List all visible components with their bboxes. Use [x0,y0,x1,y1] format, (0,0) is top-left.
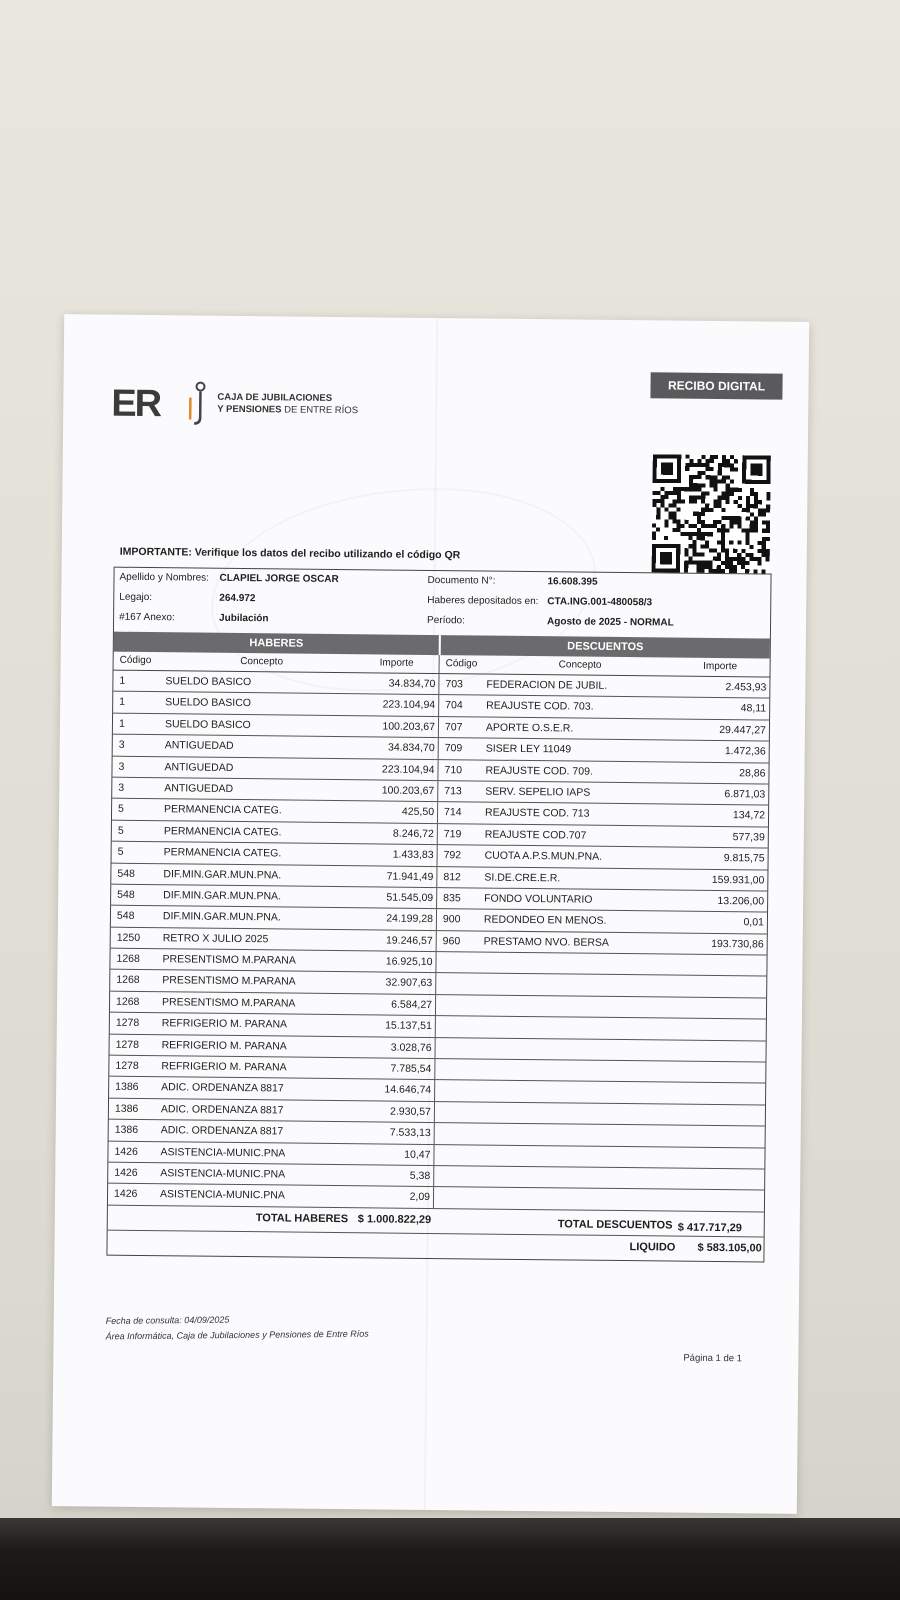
descuento-amount [670,955,766,976]
descuento-code [434,1059,478,1080]
haber-amount: 2.930,57 [389,1105,431,1118]
descuento-amount: 2.453,93 [725,681,767,694]
descuento-code: 713 [437,781,481,802]
haber-amount: 2,09 [409,1191,431,1204]
descuento-amount [668,1168,764,1189]
descuento-code [434,1123,478,1144]
descuento-amount: 48,11 [740,702,767,715]
haber-concept: ANTIGUEDAD [164,782,234,795]
liquido-value: $ 583.105,00 [697,1241,762,1255]
haber-code: 1268 [116,974,140,987]
descuento-code: 835 [436,888,480,909]
haber-amount: 14.646,74 [384,1083,432,1097]
receipt-table [106,567,771,1263]
descuentos-header: DESCUENTOS [439,635,770,658]
deposit-value: CTA.ING.001-480058/3 [547,596,653,609]
issuer-area: Área Informática, Caja de Jubilaciones y Pensiones de Entre Ríos [105,1328,369,1342]
descuento-amount: 29.447,27 [719,723,767,737]
caja-logo-icon [185,379,207,425]
descuento-amount: 1.472,36 [724,745,766,758]
descuento-amount [670,976,766,997]
col-concepto: Concepto [240,655,284,668]
descuento-concept: FONDO VOLUNTARIO [484,892,593,906]
liquido-label: LIQUIDO [629,1240,676,1254]
haber-concept: RETRO X JULIO 2025 [162,931,269,945]
descuento-amount [669,1062,765,1083]
haber-amount: 100.203,67 [381,784,435,797]
haber-amount: 51.545,09 [386,891,434,904]
haber-code: 1 [119,674,126,687]
total-descuentos-value: $ 417.717,29 [677,1221,743,1235]
haber-code: 1268 [116,995,140,1008]
haber-concept: ASISTENCIA-MUNIC.PNA [160,1145,286,1160]
institution-line2-bold: Y PENSIONES [217,403,282,416]
descuento-code: 710 [437,760,481,781]
qr-code[interactable] [652,454,771,573]
haber-amount: 5,38 [409,1169,431,1182]
col-concepto-desc: Concepto [558,659,602,671]
descuento-code: 714 [437,802,481,823]
descuento-concept: SI.DE.CRE.E.R. [484,871,561,884]
haber-concept: SUELDO BASICO [165,696,252,710]
haber-code: 1 [118,717,125,730]
haber-concept: PRESENTISMO M.PARANA [162,996,296,1010]
descuento-concept: PRESTAMO NVO. BERSA [483,935,610,949]
descuento-concept: REAJUSTE COD. 703. [486,699,594,714]
table-body [108,671,770,1213]
descuento-concept: REDONDEO EN MENOS. [483,913,607,928]
descuento-amount: 6.871,03 [724,788,766,801]
haber-amount: 32.907,63 [385,977,433,990]
period-label: Período: [427,614,465,627]
recibo-digital-badge: RECIBO DIGITAL [650,372,782,399]
haber-concept: PRESENTISMO M.PARANA [162,974,296,989]
haber-amount: 19.246,57 [385,934,433,947]
descuento-amount [670,997,766,1018]
descuento-code [435,952,479,973]
descuento-concept [479,953,670,975]
important-note: IMPORTANTE: Verifique los datos del recibo utilizando el código QR [119,545,461,562]
haber-amount: 34.834,70 [388,677,436,691]
page-indicator: Página 1 de 1 [683,1352,743,1365]
descuento-code: 707 [438,717,482,738]
descuento-code [435,1016,479,1037]
descuento-concept: FEDERACION DE JUBIL. [486,678,608,692]
haber-concept: DIF.MIN.GAR.MUN.PNA. [163,889,282,903]
descuento-amount [669,1040,765,1061]
descuento-concept [477,1188,668,1210]
haber-code: 548 [117,888,135,901]
institution-line2-rest: DE ENTRE RÍOS [281,404,359,417]
haber-code: 1278 [115,1038,140,1051]
descuento-code: 812 [436,867,480,888]
descuento-concept: SISER LEY 11049 [485,742,572,756]
descuento-code: 703 [438,674,482,695]
haber-code: 1386 [114,1123,139,1137]
haber-amount: 223.104,94 [381,763,435,776]
name-label: Apellido y Nombres: [119,571,210,584]
haber-code: 1278 [115,1059,139,1072]
haber-code: 1250 [116,931,141,944]
descuento-amount [670,1019,766,1040]
haber-code: 1 [119,696,126,709]
descuento-code: 900 [436,909,480,930]
haber-concept: ASISTENCIA-MUNIC.PNA [159,1188,285,1202]
descuento-amount: 0,01 [743,916,764,929]
haber-amount: 223.104,94 [382,698,436,712]
descuento-concept: APORTE O.S.E.R. [485,721,574,735]
document-label: Documento N°: [427,574,496,587]
haber-amount: 425,50 [401,806,435,819]
total-haberes-label: TOTAL HABERES [255,1211,349,1225]
haber-amount: 24.199,28 [386,912,434,926]
haber-concept: PERMANENCIA CATEG. [163,824,282,839]
descuento-concept: CUOTA A.P.S.MUN.PNA. [484,849,603,863]
legajo-label: Legajo: [119,591,153,604]
descuento-code: 709 [438,738,482,759]
haber-concept: PERMANENCIA CATEG. [164,803,282,817]
haber-amount: 71.941,49 [386,870,434,883]
descuento-amount: 193.730,86 [711,937,764,951]
name-value: CLAPIEL JORGE OSCAR [219,572,339,586]
descuento-code [434,1102,478,1123]
haber-amount: 8.246,72 [392,827,434,840]
haber-concept: ADIC. ORDENANZA 8817 [160,1103,284,1117]
col-codigo-desc: Código [439,655,483,673]
descuento-concept [478,1038,669,1060]
haber-concept: ADIC. ORDENANZA 8817 [161,1081,284,1095]
haber-amount: 10,47 [404,1148,431,1161]
haber-code: 1426 [113,1188,138,1201]
institution-line1: CAJA DE JUBILACIONES [217,391,333,404]
haber-code: 1386 [114,1102,139,1115]
descuento-concept [479,1017,670,1039]
descuento-concept: REAJUSTE COD.707 [484,828,587,842]
col-importe-desc: Importe [703,660,738,673]
haber-code: 5 [117,824,124,837]
descuento-amount: 134,72 [732,809,766,822]
haber-code: 1268 [116,952,140,966]
descuento-concept [478,1081,669,1103]
descuento-code [435,995,479,1016]
descuento-code [433,1187,477,1208]
descuento-amount: 13.206,00 [717,894,765,908]
descuento-concept: SERV. SEPELIO IAPS [485,785,591,799]
haber-concept: DIF.MIN.GAR.MUN.PNA. [162,910,281,924]
haberes-header: HABERES [114,632,439,655]
descuento-amount [669,1126,765,1147]
descuento-concept [479,974,670,996]
descuento-code [433,1145,477,1166]
haber-concept: REFRIGERIO M. PARANA [161,1017,288,1031]
haber-amount: 3.028,76 [390,1041,432,1054]
consulta-date: Fecha de consulta: 04/09/2025 [105,1314,230,1326]
descuento-amount: 159.931,00 [711,873,765,887]
descuento-amount: 9.815,75 [723,852,765,865]
descuento-code: 960 [436,931,480,952]
document-value: 16.608.395 [547,576,598,588]
haber-code: 1278 [115,1016,140,1030]
descuento-code: 704 [438,695,482,716]
haber-amount: 7.785,54 [390,1062,432,1076]
descuento-code: 719 [437,824,481,845]
haber-code: 1386 [115,1081,139,1094]
anexo-value: Jubilación [219,612,269,625]
haber-code: 548 [117,867,136,880]
descuento-amount: 28,86 [739,766,766,780]
total-descuentos-label: TOTAL DESCUENTOS [557,1218,673,1232]
haber-concept: REFRIGERIO M. PARANA [161,1060,287,1074]
haber-code: 3 [118,738,125,751]
total-haberes-value: $ 1.000.822,29 [357,1213,432,1226]
haber-concept: REFRIGERIO M. PARANA [161,1038,287,1053]
descuento-amount [668,1147,764,1168]
descuento-amount [669,1104,765,1125]
haber-concept: PRESENTISMO M.PARANA [162,953,296,967]
haber-concept: ANTIGUEDAD [164,739,234,753]
background-dark-surface [0,1518,900,1600]
descuento-concept [479,995,670,1017]
descuento-concept [478,1060,669,1082]
haber-code: 3 [118,760,125,773]
haber-concept: PERMANENCIA CATEG. [163,846,282,860]
descuento-concept [477,1166,668,1188]
descuento-amount: 577,39 [732,830,765,844]
descuento-concept [477,1145,668,1167]
haber-concept: ADIC. ORDENANZA 8817 [160,1124,284,1138]
descuento-code [434,1080,478,1101]
descuento-amount [668,1190,764,1211]
haber-code: 5 [117,845,124,858]
descuento-amount [669,1083,765,1104]
beneficiary-info [114,568,771,639]
descuento-concept: REAJUSTE COD. 713 [484,806,590,821]
er-logo: ER [111,382,161,426]
haber-code: 3 [118,781,125,794]
receipt-paper [52,314,809,1514]
descuento-code [435,974,479,995]
deposit-label: Haberes depositados en: [427,594,539,608]
descuento-concept [478,1124,669,1146]
haber-amount: 7.533,13 [389,1126,431,1140]
haber-amount: 15.137,51 [385,1019,432,1033]
haber-concept: DIF.MIN.GAR.MUN.PNA. [163,867,282,881]
haber-amount: 34.834,70 [387,741,435,755]
haber-amount: 6.584,27 [391,998,433,1011]
descuento-concept [478,1102,669,1124]
descuento-code [433,1166,477,1187]
haber-concept: ANTIGUEDAD [164,760,234,774]
haber-code: 5 [118,803,124,816]
haber-amount: 100.203,67 [382,720,436,733]
haber-code: 1426 [114,1166,138,1179]
haber-code: 1426 [114,1145,138,1158]
institution-name [217,392,358,417]
haber-amount: 1.433,83 [392,848,434,862]
legajo-value: 264.972 [219,592,256,605]
haber-concept: SUELDO BASICO [165,675,252,689]
period-value: Agosto de 2025 - NORMAL [547,616,674,629]
haber-code: 548 [116,910,135,923]
descuento-code [434,1038,478,1059]
col-importe: Importe [379,657,414,669]
haber-concept: SUELDO BASICO [164,717,251,731]
haber-concept: ASISTENCIA-MUNIC.PNA [160,1167,286,1181]
descuento-code: 792 [437,845,481,866]
col-codigo: Código [119,654,152,667]
haber-amount: 16.925,10 [385,955,433,969]
anexo-label: #167 Anexo: [119,611,175,624]
descuento-concept: REAJUSTE COD. 709. [485,764,593,778]
